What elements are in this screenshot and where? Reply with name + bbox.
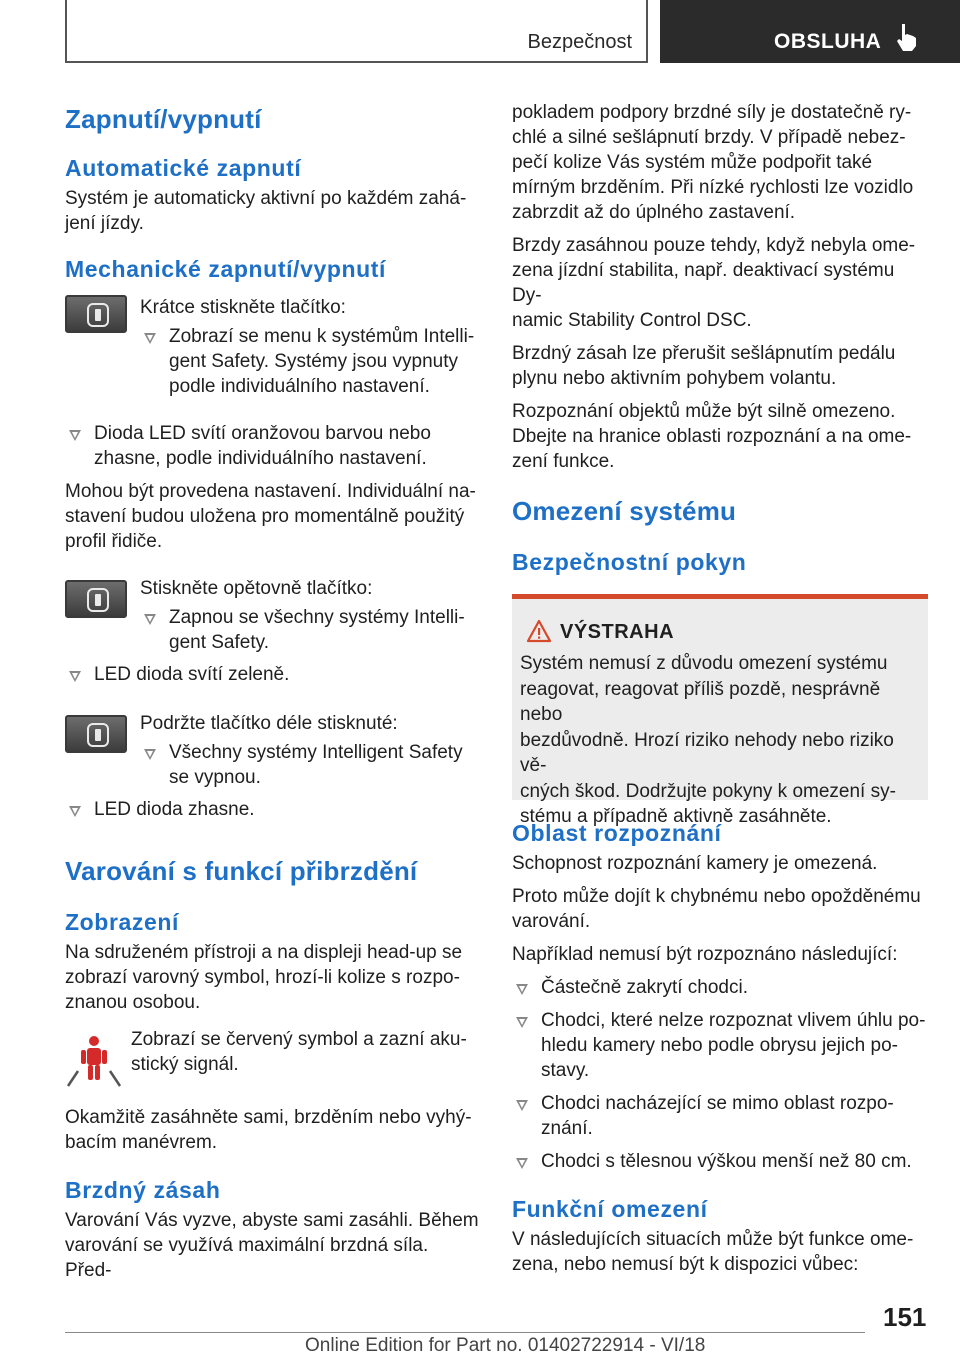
paragraph-symbol: Zobrazí se červený symbol a zazní aku- stický signál. (131, 1029, 467, 1075)
step-press-again (65, 576, 479, 662)
intelligent-safety-button-image (65, 580, 127, 618)
paragraph-detection-limit: Rozpoznání objektů může být silně omezeno. Dbejte na hranice oblasti rozpoznání a na ome- zení funkce. (512, 401, 912, 472)
heading-safety-note: Bezpečnostní pokyn (512, 549, 747, 575)
heading-system-limits: Omezení systému (512, 496, 737, 526)
header-section-box (65, 0, 648, 63)
list-item: LED dioda zhasne. (65, 797, 479, 822)
bullet-triangle-icon (516, 1017, 528, 1028)
list-item: Chodci nacházející se mimo oblast rozpo- znání. (512, 1091, 926, 1141)
step1-text: Krátce stiskněte tlačítko: (140, 297, 346, 318)
warning-title-row (520, 619, 920, 649)
heading-on-off: Zapnutí/vypnutí (65, 104, 262, 134)
paragraph-area1: Schopnost rozpoznání kamery je omezená. (512, 853, 878, 874)
heading-auto: Automatické zapnutí (65, 155, 302, 181)
bullet-triangle-icon (69, 430, 81, 441)
safety-button-icon (86, 722, 110, 748)
chapter-tab (660, 0, 960, 63)
heading-manual: Mechanické zapnutí/vypnutí (65, 256, 387, 282)
pedestrian-warning-icon (65, 1033, 123, 1089)
right-column (512, 100, 926, 1277)
bullet-triangle-icon (516, 1100, 528, 1111)
paragraph-brake-conditions: Brzdy zasáhnou pouze tehdy, když nebyla ome- zena jízdní stabilita, např. deaktivací systému Dy- namic Stability Control DSC. (512, 235, 916, 331)
paragraph-area3: Například nemusí být rozpoznáno následující: (512, 944, 898, 965)
heading-brake: Brzdný zásah (65, 1177, 221, 1203)
step3-text: Podržte tlačítko déle stisknuté: (140, 713, 398, 734)
heading-functional-limits: Funkční omezení (512, 1196, 708, 1222)
symbol-row (65, 1027, 479, 1091)
bullet-triangle-icon (516, 1158, 528, 1169)
bullet-triangle-icon (144, 614, 156, 625)
chapter-title: OBSLUHA (774, 30, 882, 53)
heading-warning-function: Varování s funkcí přibrzdění (65, 856, 418, 886)
hand-pointer-icon (894, 22, 920, 52)
heading-detection-area: Oblast rozpoznání (512, 820, 722, 846)
left-column (65, 100, 479, 1283)
list-item: LED dioda svítí zeleně. (65, 662, 479, 687)
footer-edition: Online Edition for Part no. 01402722914 - VI/18 (305, 1335, 706, 1356)
warning-box (512, 594, 926, 827)
warning-triangle-icon (526, 619, 552, 643)
bullet-triangle-icon (69, 671, 81, 682)
safety-button-icon (86, 587, 110, 613)
bullet-triangle-icon (69, 806, 81, 817)
paragraph-react: Okamžitě zasáhněte sami, brzděním nebo vyhý- bacím manévrem. (65, 1107, 472, 1153)
safety-button-icon (86, 302, 110, 328)
paragraph-auto: Systém je automaticky aktivní po každém zahá- jení jízdy. (65, 188, 467, 234)
list-item: Dioda LED svítí oranžovou barvou nebo zhasne, podle individuálního nastavení. (65, 421, 479, 471)
heading-display: Zobrazení (65, 909, 180, 935)
list-item: Chodci s tělesnou výškou menší než 80 cm. (512, 1149, 926, 1174)
bullet-triangle-icon (516, 984, 528, 995)
paragraph-brake: Varování Vás vyzve, abyste sami zasáhli. Během varování se využívá maximální brzdná síla. Před- (65, 1210, 479, 1281)
paragraph-settings: Mohou být provedena nastavení. Individuální na- stavení budou uložena pro momentálně použitý profil řidiče. (65, 481, 476, 552)
list-item: Chodci, které nelze rozpoznat vlivem úhlu po- hledu kamery nebo podle obrysu jejich po- stavy. (512, 1008, 926, 1083)
intelligent-safety-button-image (65, 295, 127, 333)
list-item: Všechny systémy Intelligent Safety se vypnou. (140, 740, 480, 790)
list-item: Částečně zakrytí chodci. (512, 975, 926, 1000)
step2-text: Stiskněte opětovně tlačítko: (140, 578, 373, 599)
intelligent-safety-button-image (65, 715, 127, 753)
paragraph-brake-cont: pokladem podpory brzdné síly je dostatečně ry- chlé a silné sešlápnutí brzdy. V případě nebez- pečí kolize Vás systém může podpořit také mírným brzděním. Při nízké rychlosti lze vozidlo zabrzdit až do úplného zastavení. (512, 102, 914, 223)
step-long-press (65, 711, 479, 797)
paragraph-display: Na sdruženém přístroji a na displeji head-up se zobrazí varovný symbol, hrozí-li kolize s rozpo- znanou osobou. (65, 942, 463, 1013)
warning-text: Systém nemusí z důvodu omezení systému reagovat, reagovat příliš pozdě, nesprávně nebo bezdůvodně. Hrozí riziko nehody nebo riziko vě- cných škod. Dodržujte pokyny k omezení sy- stému a případně aktivně zasáhněte. (520, 653, 896, 827)
bullet-triangle-icon (144, 749, 156, 760)
footer-divider (65, 1332, 865, 1333)
step-short-press (65, 295, 479, 421)
paragraph-brake-interrupt: Brzdný zásah lze přerušit sešlápnutím pedálu plynu nebo aktivním pohybem volantu. (512, 343, 896, 389)
paragraph-area2: Proto může dojít k chybnému nebo opožděnému varování. (512, 886, 921, 932)
list-item: Zapnou se všechny systémy Intelli- gent Safety. (140, 605, 480, 655)
list-item: Zobrazí se menu k systémům Intelli- gent Safety. Systémy jsou vypnuty podle individuálního nastavení. (140, 324, 480, 399)
page-number: 151 (883, 1302, 927, 1332)
bullet-triangle-icon (144, 333, 156, 344)
warning-title: VÝSTRAHA (560, 621, 675, 643)
section-title: Bezpečnost (527, 31, 632, 53)
paragraph-func: V následujících situacích může být funkce ome- zena, nebo nemusí být k dispozici vůbec: (512, 1229, 914, 1275)
